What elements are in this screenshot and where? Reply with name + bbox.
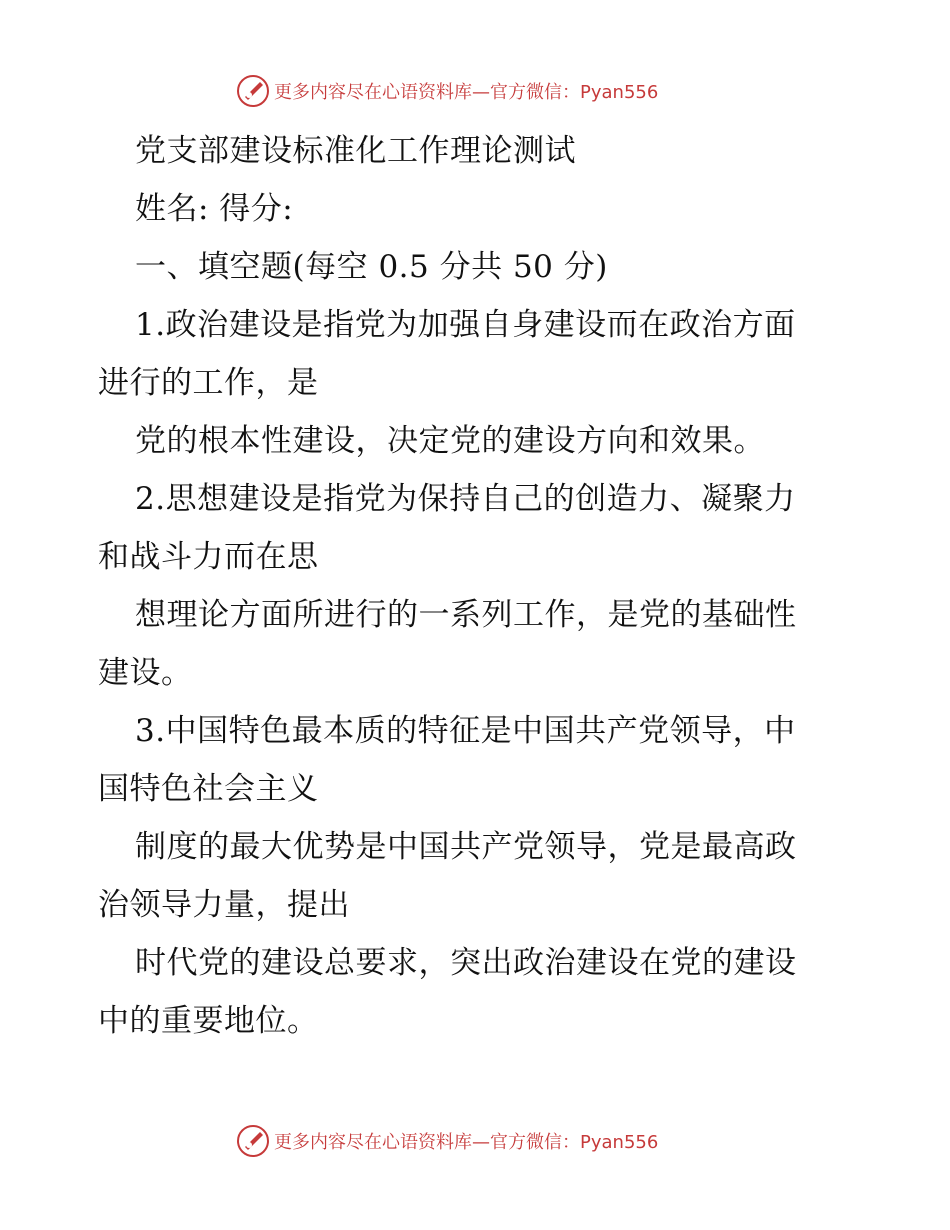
stamp-logo-icon (236, 74, 270, 108)
name-score-line: 姓名: 得分: (135, 191, 294, 227)
paragraph-line: 想理论方面所进行的一系列工作，是党的基础性 (135, 597, 797, 633)
paragraph-line: 2.思想建设是指党为保持自己的创造力、凝聚力 (135, 481, 796, 517)
section-heading: 一、填空题(每空 0.5 分共 50 分) (135, 249, 608, 285)
paragraph-line: 中的重要地位。 (98, 1003, 319, 1039)
watermark-text: 更多内容尽在心语资料库—官方微信：Pyan556 (274, 82, 659, 103)
watermark-text: 更多内容尽在心语资料库—官方微信：Pyan556 (274, 1132, 659, 1153)
paragraph-line: 进行的工作，是 (98, 365, 319, 401)
header-watermark (236, 74, 658, 108)
footer-watermark (236, 1124, 658, 1158)
paragraph-line: 时代党的建设总要求，突出政治建设在党的建设 (135, 945, 797, 981)
stamp-logo-icon (236, 1124, 270, 1158)
paragraph-line: 1.政治建设是指党为加强自身建设而在政治方面 (135, 307, 796, 343)
paragraph-line: 国特色社会主义 (98, 771, 319, 807)
paragraph-line: 党的根本性建设，决定党的建设方向和效果。 (135, 423, 765, 459)
paragraph-line: 制度的最大优势是中国共产党领导，党是最高政 (135, 829, 797, 865)
document-title: 党支部建设标准化工作理论测试 (135, 133, 576, 169)
paragraph-line: 和战斗力而在思 (98, 539, 319, 575)
paragraph-line: 建设。 (98, 655, 193, 691)
paragraph-line: 3.中国特色最本质的特征是中国共产党领导，中 (135, 713, 796, 749)
paragraph-line: 治领导力量，提出 (98, 887, 350, 923)
document-body (98, 122, 853, 1050)
